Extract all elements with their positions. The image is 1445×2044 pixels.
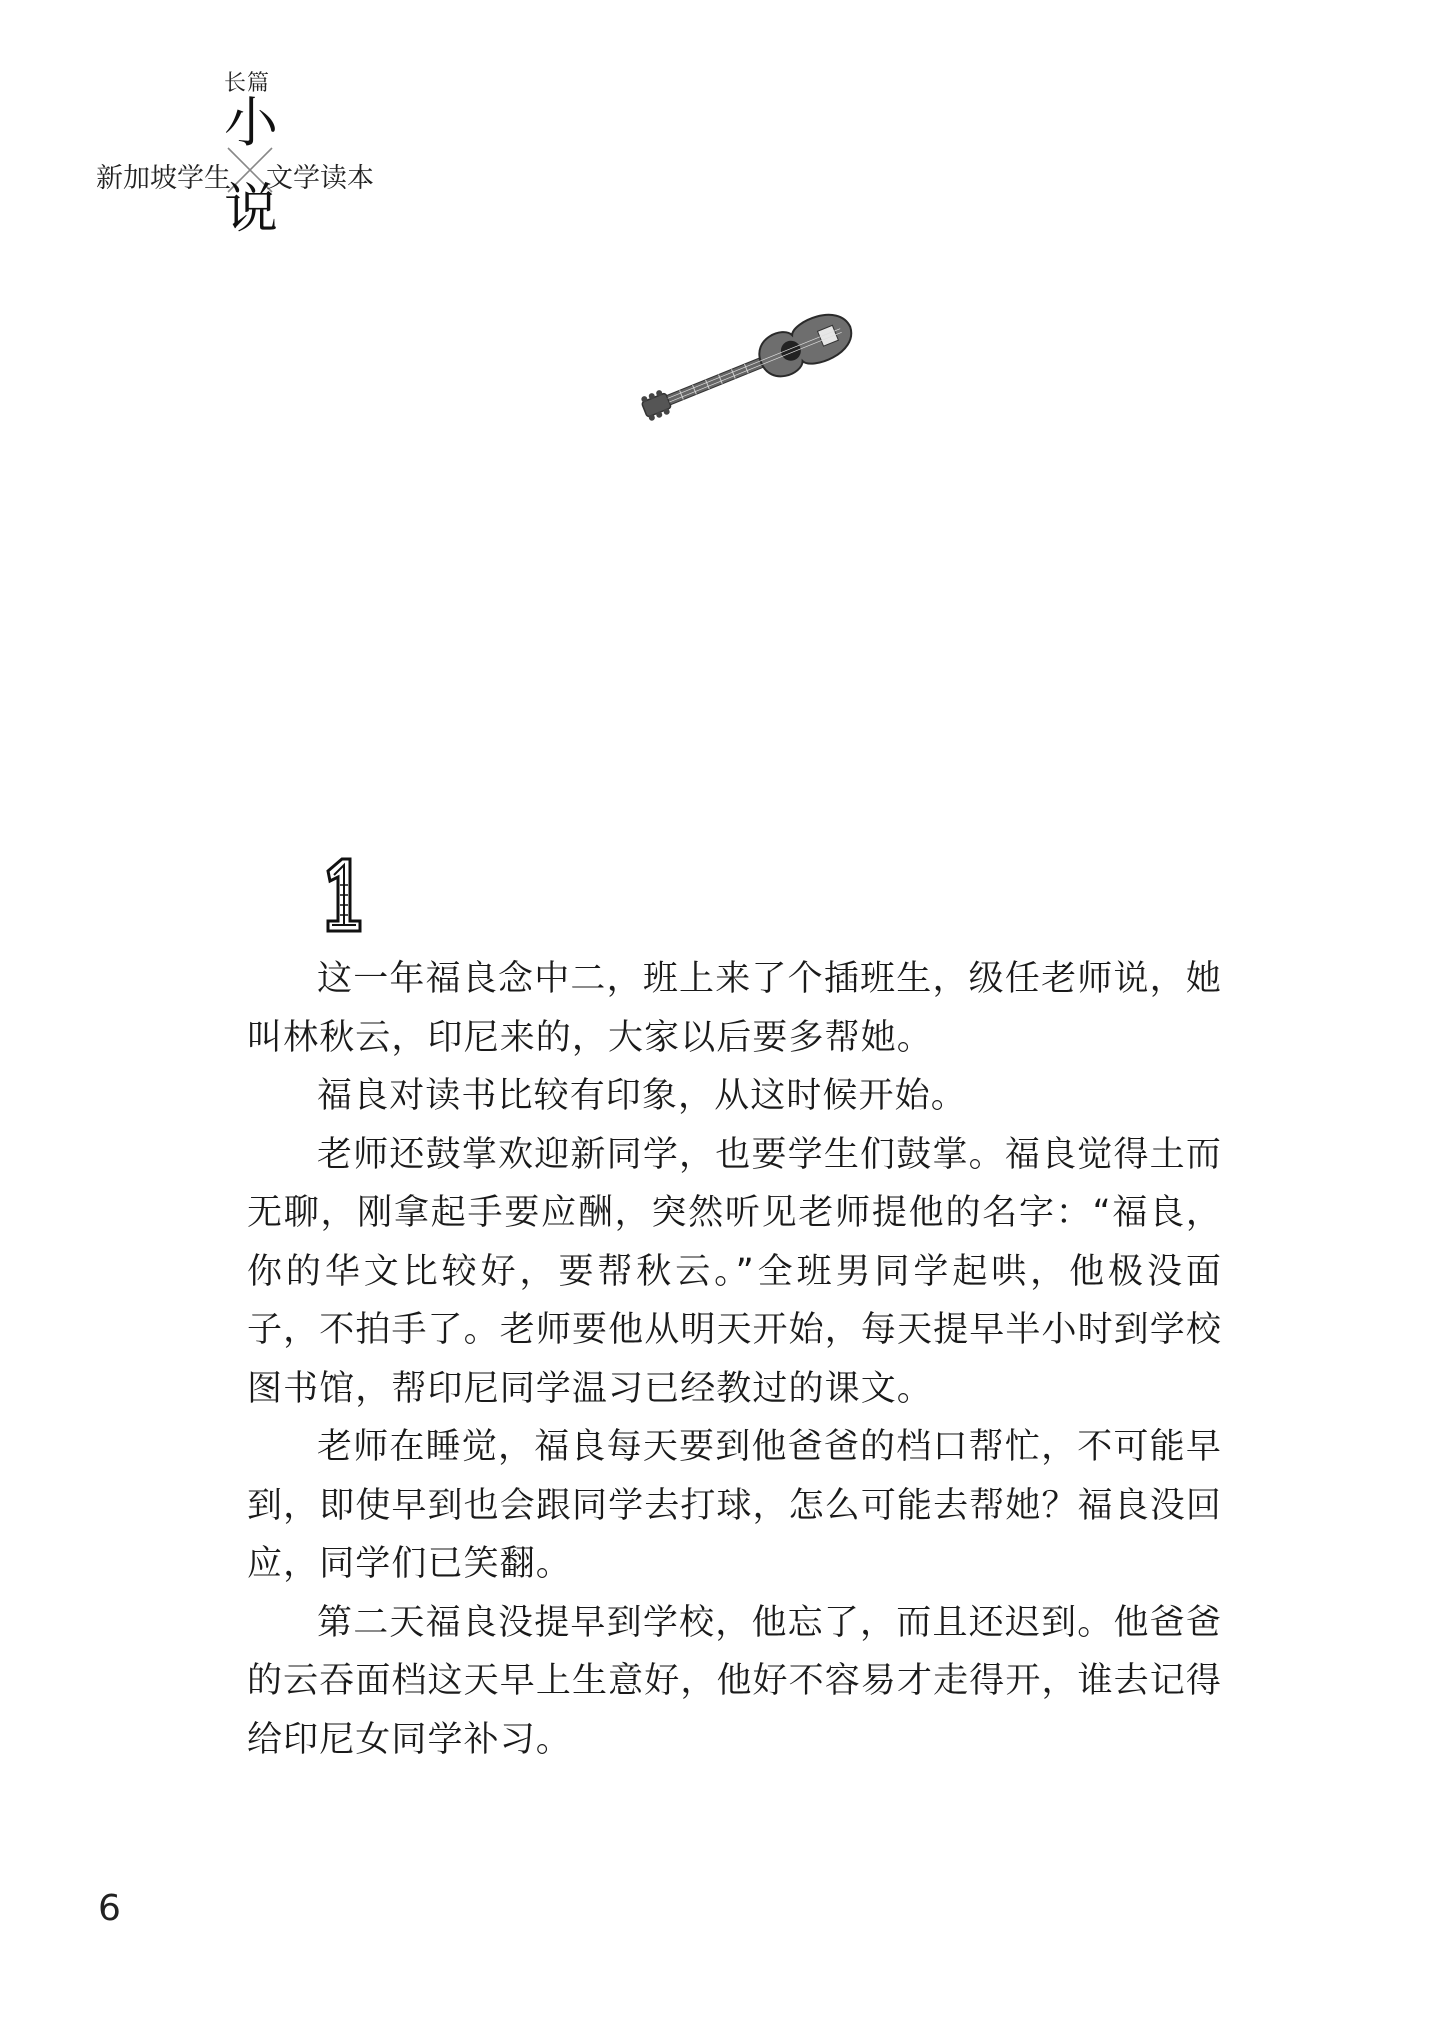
paragraph: 老师在睡觉，福良每天要到他爸爸的档口帮忙，不可能早到，即使早到也会跟同学去打球，怎么可能去帮她？福良没回应，同学们已笑翻。 <box>247 1427 1222 1584</box>
series-char-top: 小 <box>224 91 278 154</box>
series-char-bottom: 说 <box>224 177 278 240</box>
guitar-illustration <box>620 282 870 422</box>
page-number: 6 <box>98 1888 121 1929</box>
chapter-body-text <box>247 950 1222 1769</box>
paragraph: 福良对读书比较有印象，从这时候开始。 <box>317 1076 967 1116</box>
series-left-text: 新加坡学生 <box>96 163 231 194</box>
paragraph: 这一年福良念中二，班上来了个插班生，级任老师说，她叫林秋云，印尼来的，大家以后要多帮她。 <box>247 959 1222 1058</box>
series-right-text: 文学读本 <box>266 163 374 194</box>
paragraph: 老师还鼓掌欢迎新同学，也要学生们鼓掌。福良觉得土而无聊，刚拿起手要应酬，突然听见老师提他的名字：“福良，你的华文比较好，要帮秋云。”全班男同学起哄，他极没面子，不拍手了。老师要他从明天开始，每天提早半小时到学校图书馆，帮印尼同学温习已经教过的课文。 <box>247 1134 1222 1409</box>
series-logo <box>96 66 396 246</box>
paragraph: 第二天福良没提早到学校，他忘了，而且还迟到。他爸爸的云吞面档这天早上生意好，他好不容易才走得开，谁去记得给印尼女同学补习。 <box>247 1602 1222 1760</box>
series-label-top: 长篇 <box>224 71 271 96</box>
chapter-number-graphic <box>318 855 368 935</box>
